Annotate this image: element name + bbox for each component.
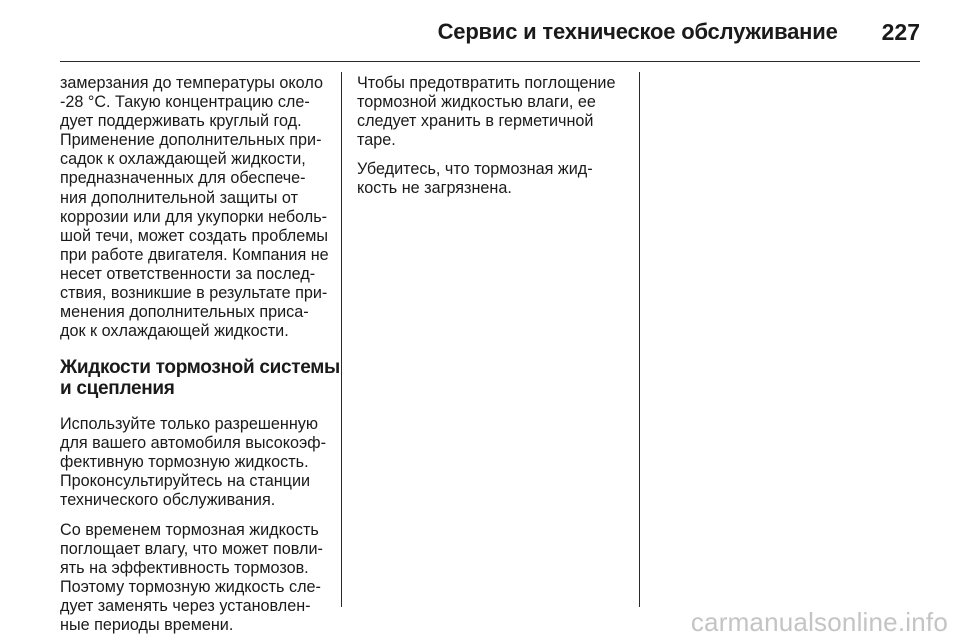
text-line: Со временем тормозная жидкость xyxy=(60,520,319,539)
text-line: Применение дополнительных при- xyxy=(60,131,322,150)
text-line: замерзания до температуры около xyxy=(60,74,323,92)
text-line: док к охлаждающей жидкости. xyxy=(60,322,289,341)
middle-column xyxy=(357,74,629,199)
text-line: предназначенных для обеспече- xyxy=(60,169,306,188)
text-line: ные периоды времени. xyxy=(60,616,234,635)
text-line: кость не загрязнена. xyxy=(357,179,512,198)
text-line: при работе двигателя. Компания не xyxy=(60,245,329,264)
text-line: Убедитесь, что тормозная жид- xyxy=(357,160,593,179)
text-line: Поэтому тормозную жидкость сле- xyxy=(60,577,321,596)
text-line: шой течи, может создать проблемы xyxy=(60,226,328,245)
heading-line: Жидкости тормозной системы xyxy=(60,357,340,379)
header-rule xyxy=(60,61,920,62)
text-line: дует заменять через установлен- xyxy=(60,596,311,615)
storage-paragraph xyxy=(357,74,629,150)
text-line: таре. xyxy=(357,131,396,150)
moisture-paragraph xyxy=(60,521,336,636)
text-line: менения дополнительных приса- xyxy=(60,303,309,322)
page-number: 227 xyxy=(881,18,920,45)
column-divider-right xyxy=(639,72,640,607)
contamination-paragraph xyxy=(357,160,629,198)
heading-line: и сцепления xyxy=(60,378,175,400)
text-line: технического обслуживания. xyxy=(60,491,276,510)
text-line: коррозии или для укупорки неболь- xyxy=(60,207,328,226)
text-line: Используйте только разрешенную xyxy=(60,415,319,434)
site-watermark: carmanualsonline.info xyxy=(690,607,948,637)
text-line: для вашего автомобиля высокоэф- xyxy=(60,434,326,453)
text-line: дует поддерживать круглый год. xyxy=(60,112,302,131)
text-line: садок к охлаждающей жидкости, xyxy=(60,150,306,169)
text-line: тормозной жидкостью влаги, ее xyxy=(357,93,596,112)
brake-fluid-paragraph xyxy=(60,415,336,510)
text-line: -28 °C. Такую концентрацию сле- xyxy=(60,93,310,112)
text-line: ния дополнительной защиты от xyxy=(60,188,298,207)
text-line: Проконсультируйтесь на станции xyxy=(60,472,311,491)
text-line: несет ответственности за послед- xyxy=(60,264,316,283)
page-header xyxy=(60,16,920,48)
left-column xyxy=(60,74,340,635)
coolant-paragraph xyxy=(60,74,336,341)
text-line: фективную тормозную жидкость. xyxy=(60,453,309,472)
text-line: ять на эффективность тормозов. xyxy=(60,558,309,577)
brake-fluid-heading xyxy=(60,357,340,400)
text-line: Чтобы предотвратить поглощение xyxy=(357,74,616,92)
text-line: ствия, возникшие в результате при- xyxy=(60,284,328,303)
text-line: следует хранить в герметичной xyxy=(357,112,594,131)
text-line: поглощает влагу, что может повли- xyxy=(60,539,323,558)
column-divider-left xyxy=(341,72,342,607)
section-title: Сервис и техническое обслуживание xyxy=(437,19,838,44)
